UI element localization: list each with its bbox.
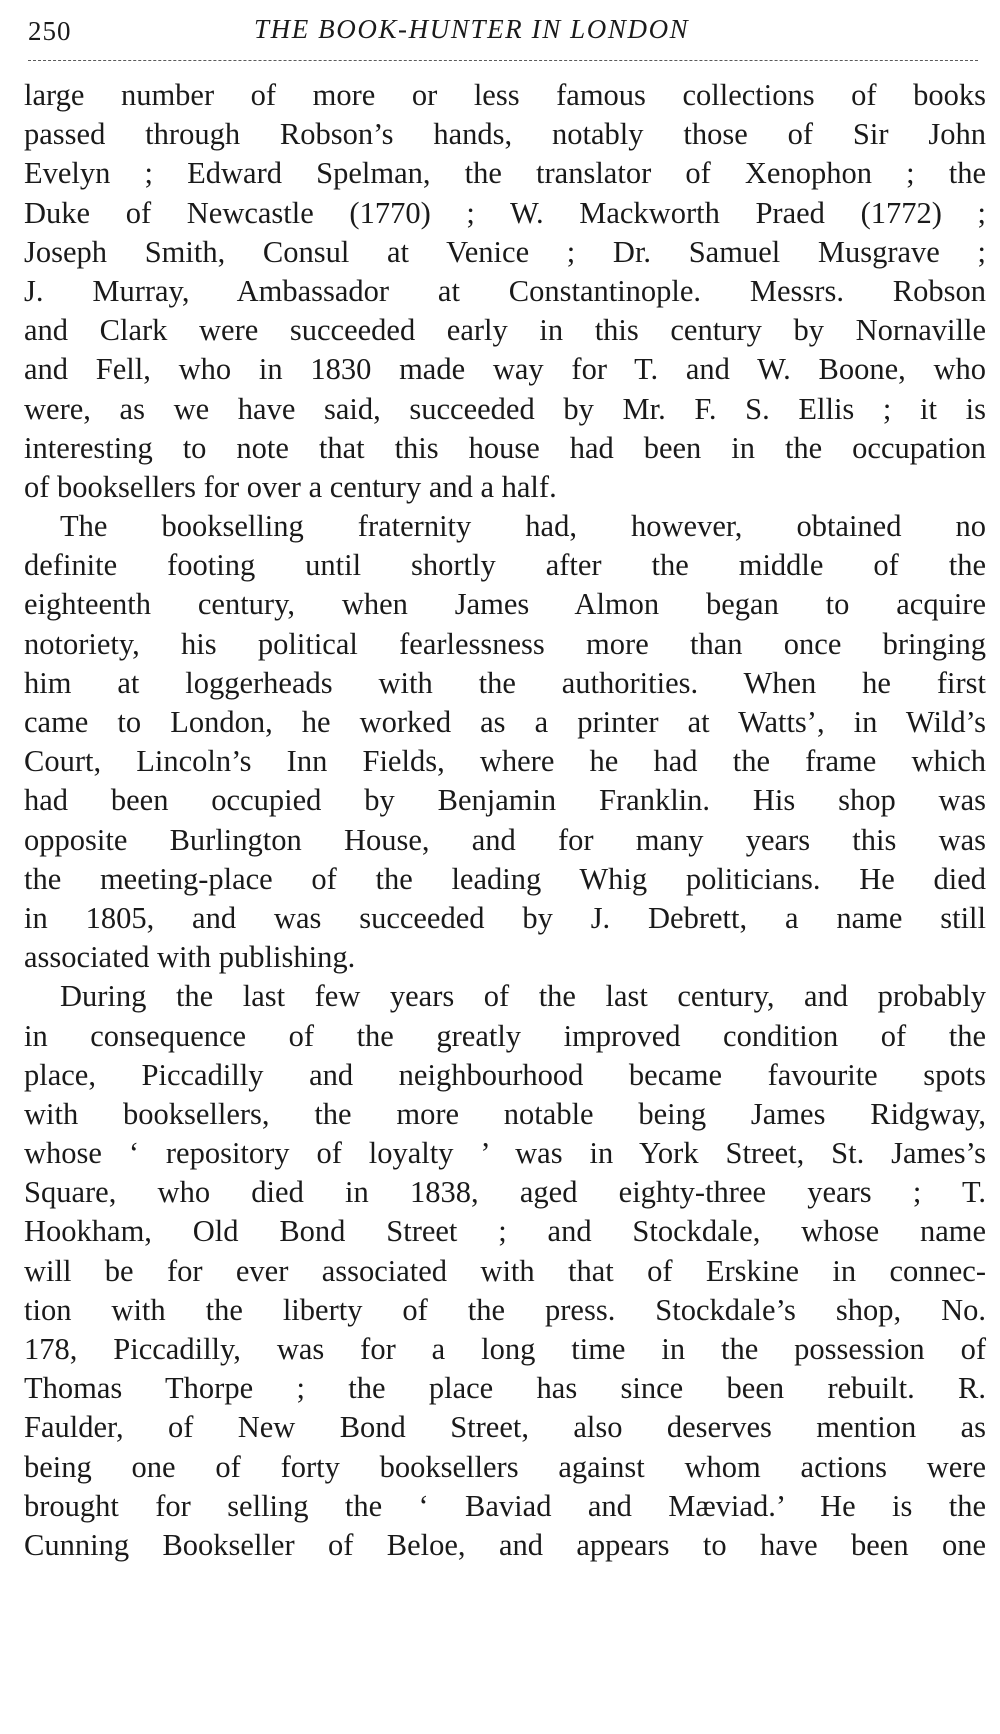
text-line: and Clark were succeeded early in this century by Nornaville [24, 313, 986, 348]
text-line: Hookham, Old Bond Street ; and Stockdale, whose name [24, 1214, 986, 1249]
text-line: Square, who died in 1838, aged eighty-three years ; T. [24, 1175, 986, 1210]
text-line: Thomas Thorpe ; the place has since been rebuilt. R. [24, 1371, 986, 1406]
text-line: associated with publishing. [24, 940, 356, 975]
text-line: came to London, he worked as a printer at Watts’, in Wild’s [24, 705, 986, 739]
text-line: large number of more or less famous collections of books [24, 78, 986, 112]
text-line: him at loggerheads with the authorities. When he first [24, 665, 986, 700]
text-line: definite footing until shortly after the middle of the [24, 548, 986, 583]
text-line: The bookselling fraternity had, however, obtained no [60, 509, 986, 544]
text-line: notoriety, his political fearlessness more than once bringing [24, 626, 986, 661]
text-line: and Fell, who in 1830 made way for T. and W. Boone, who [24, 352, 986, 387]
header-rule [28, 60, 978, 61]
text-line: interesting to note that this house had been in the occupation [24, 430, 986, 465]
paragraph [24, 507, 986, 977]
text-line: 178, Piccadilly, was for a long time in the possession of [24, 1332, 986, 1366]
text-line: Duke of Newcastle (1770) ; W. Mackworth Praed (1772) ; [24, 195, 986, 230]
text-line: eighteenth century, when James Almon began to acquire [24, 587, 986, 622]
paragraph [24, 977, 986, 1565]
text-line: being one of forty booksellers against whom actions were [24, 1449, 986, 1484]
body-text [24, 76, 986, 1565]
running-title: THE BOOK-HUNTER IN LONDON [254, 14, 690, 44]
text-line: in consequence of the greatly improved condition of the [24, 1018, 986, 1053]
text-line: Joseph Smith, Consul at Venice ; Dr. Samuel Musgrave ; [24, 234, 986, 269]
text-line: J. Murray, Ambassador at Constantinople. Messrs. Robson [24, 273, 986, 308]
text-line: tion with the liberty of the press. Stockdale’s shop, No. [24, 1292, 986, 1327]
text-line: Faulder, of New Bond Street, also deserves mention as [24, 1410, 986, 1445]
text-line: place, Piccadilly and neighbourhood became favourite spots [24, 1057, 986, 1092]
text-line: in 1805, and was succeeded by J. Debrett, a name still [24, 900, 986, 935]
text-line: the meeting-place of the leading Whig politicians. He died [24, 861, 986, 896]
text-line: opposite Burlington House, and for many years this was [24, 822, 986, 857]
text-line: During the last few years of the last century, and probably [60, 979, 986, 1014]
text-line: whose ‘ repository of loyalty ’ was in York Street, St. James’s [24, 1136, 986, 1171]
paragraph [24, 76, 986, 507]
text-line: of booksellers for over a century and a half. [24, 469, 557, 504]
text-line: brought for selling the ‘ Baviad and Mæviad.’ He is the [24, 1488, 986, 1523]
text-line: Evelyn ; Edward Spelman, the translator of Xenophon ; the [24, 156, 986, 191]
text-line: had been occupied by Benjamin Franklin. His shop was [24, 783, 986, 818]
text-line: will be for ever associated with that of Erskine in connec- [24, 1253, 986, 1288]
page-number: 250 [28, 16, 72, 46]
text-line: passed through Robson’s hands, notably those of Sir John [24, 117, 986, 152]
text-line: Court, Lincoln’s Inn Fields, where he had the frame which [24, 744, 986, 779]
text-line: were, as we have said, succeeded by Mr. F. S. Ellis ; it is [24, 391, 986, 426]
text-line: Cunning Bookseller of Beloe, and appears to have been one [24, 1527, 986, 1562]
running-head [24, 10, 984, 56]
text-line: with booksellers, the more notable being James Ridgway, [24, 1096, 986, 1131]
